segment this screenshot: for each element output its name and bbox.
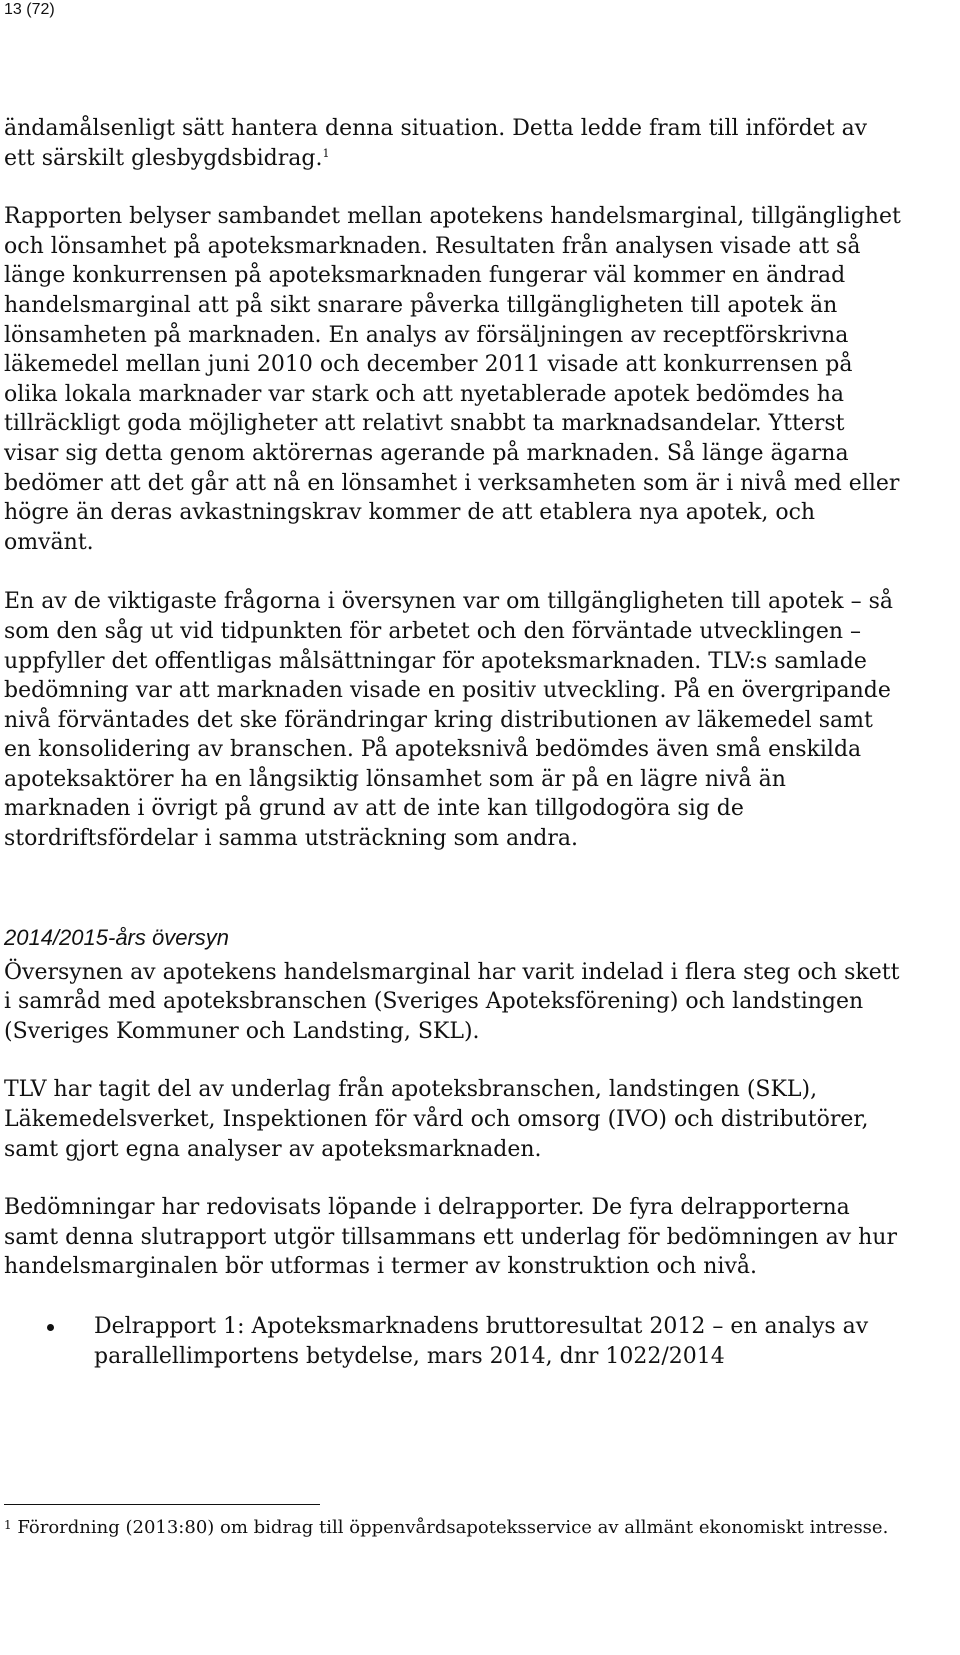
- footnote-number: 1: [4, 1518, 12, 1532]
- paragraph: TLV har tagit del av underlag från apoteksbranschen, landstingen (SKL), Läkemedelsverket, Inspektionen för vård och omsorg (IVO) och distributörer, samt gjort egna analyser av apoteksmarknaden.: [4, 1077, 869, 1162]
- list-item: [94, 1312, 904, 1371]
- paragraph: Översynen av apotekens handelsmarginal har varit indelad i flera steg och skett i samråd med apoteksbranschen (Sveriges Apoteksförening) och landstingen (Sveriges Kommuner och Landsting, SKL).: [4, 959, 900, 1044]
- paragraph: En av de viktigaste frågorna i översynen var om tillgängligheten till apotek – så som den såg ut vid tidpunkten för arbetet och den förväntade utvecklingen – uppfyller det offentligas målsättningar för apoteksmarknaden. TLV:s samlade bedömning var att marknaden visade en positiv utveckling. På en övergripande nivå förväntades det ske förändringar kring distributionen av läkemedel samt en konsolidering av branschen. På apoteksnivå bedömdes även små enskilda apoteksaktörer ha en långsiktig lönsamhet som är på en lägre nivå än marknaden i övrigt på grund av att de inte kan tillgodogöra sig de stordriftsfördelar i samma utsträckning som andra.: [4, 589, 893, 852]
- page-body: [4, 114, 904, 1371]
- page-number: 13 (72): [4, 1, 55, 18]
- footnote-text: Förordning (2013:80) om bidrag till öppenvårdsapoteksservice av allmänt ekonomiskt intresse.: [17, 1517, 889, 1538]
- paragraph-text: ändamålsenligt sätt hantera denna situation. Detta ledde fram till infördet av ett särskilt glesbygdsbidrag.: [4, 116, 868, 171]
- paragraph: [4, 114, 904, 173]
- list-item-text: Delrapport 1: Apoteksmarknadens bruttoresultat 2012 – en analys av parallellimportens betydelse, mars 2014, dnr 1022/2014: [94, 1314, 869, 1369]
- footnote-reference[interactable]: 1: [322, 146, 330, 160]
- paragraph: Bedömningar har redovisats löpande i delrapporter. De fyra delrapporterna samt denna slutrapport utgör tillsammans ett underlag för bedömningen av hur handelsmarginalen bör utformas i termer av konstruktion och nivå.: [4, 1195, 897, 1280]
- footnote: [4, 1515, 904, 1540]
- bullet-icon: [47, 1324, 54, 1331]
- footnote-divider: [4, 1504, 320, 1505]
- paragraph: Rapporten belyser sambandet mellan apotekens handelsmarginal, tillgänglighet och lönsamhet på apoteksmarknaden. Resultaten från analysen visade att så länge konkurrensen på apoteksmarknaden fungerar väl kommer en ändrad handelsmarginal att på sikt snarare påverka tillgängligheten till apotek än lönsamheten på marknaden. En analys av försäljningen av receptförskrivna läkemedel mellan juni 2010 och december 2011 visade att konkurrensen på olika lokala marknader var stark och att nyetablerade apotek bedömdes ha tillräckligt goda möjligheter att relativt snabbt ta marknadsandelar. Ytterst visar sig detta genom aktörernas agerande på marknaden. Så länge ägarna bedömer att det går att nå en lönsamhet i verksamheten som är i nivå med eller högre än deras avkastningskrav kommer de att etablera nya apotek, och omvänt.: [4, 204, 901, 555]
- bullet-list: [4, 1312, 904, 1371]
- section-heading: 2014/2015-års översyn: [4, 924, 230, 950]
